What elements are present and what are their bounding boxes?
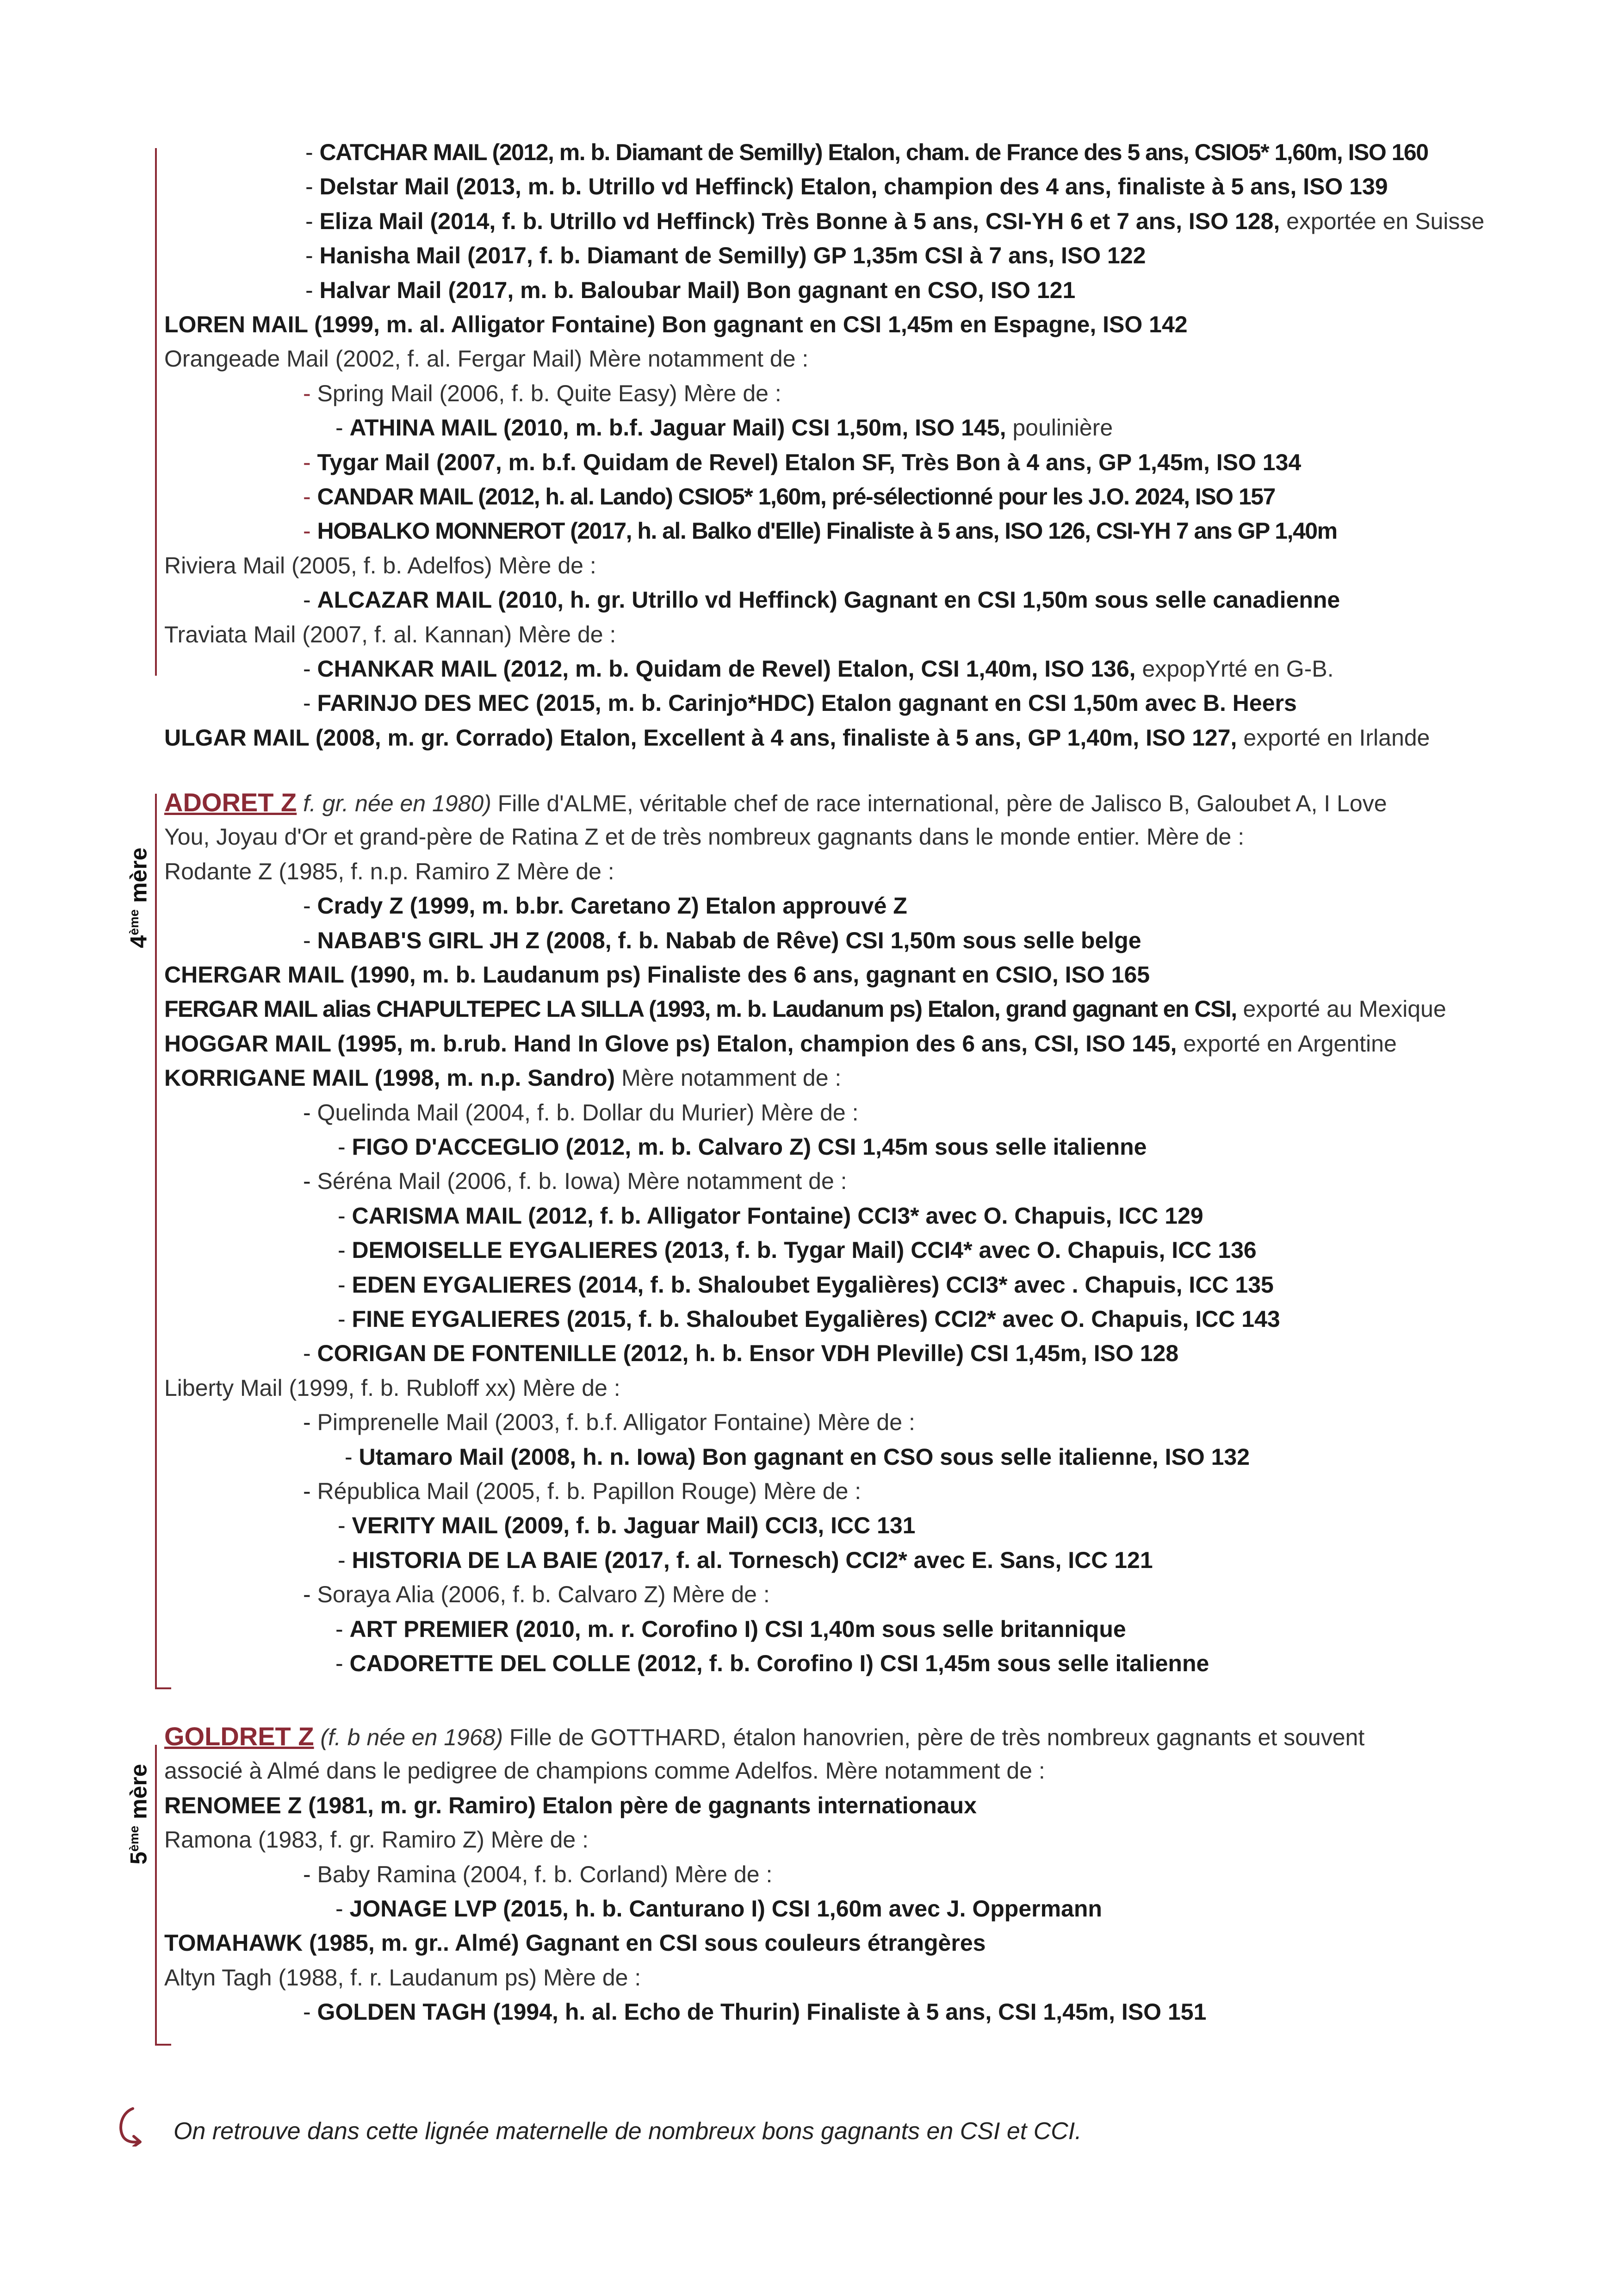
horse-entry: KORRIGANE MAIL (1998, m. n.p. Sandro) — [164, 1065, 615, 1091]
section4-bar — [155, 794, 157, 1689]
bullet-dash: - — [345, 1444, 359, 1470]
mare-description: You, Joyau d'Or et grand-père de Ratina Z et de très nombreux gagnants dans le monde entier. Mère de : — [164, 824, 1245, 850]
pedigree-line — [164, 1061, 841, 1095]
horse-note: Ramona (1983, f. gr. Ramiro Z) Mère de : — [164, 1827, 589, 1853]
pedigree-line — [305, 169, 1388, 204]
horse-entry: LOREN MAIL (1999, m. al. Alligator Fontaine) Bon gagnant en CSI 1,45m en Espagne, ISO 142 — [164, 311, 1188, 337]
section4-bar-end — [155, 1687, 171, 1689]
mare-description: Fille de GOTTHARD, étalon hanovrien, père de très nombreux gagnants et souvent — [503, 1724, 1365, 1750]
footnote: On retrouve dans cette lignée maternelle de nombreux bons gagnants en CSI et CCI. — [174, 2118, 1082, 2145]
mare-name: GOLDRET Z — [164, 1722, 314, 1751]
horse-entry: FERGAR MAIL alias CHAPULTEPEC LA SILLA (1993, m. b. Laudanum ps) Etalon, grand gagnant en CSI, — [164, 996, 1237, 1022]
pedigree-line — [335, 411, 1113, 445]
pedigree-line — [164, 548, 596, 583]
horse-note: expopYrté en G-B. — [1135, 656, 1334, 682]
bullet-dash: - — [338, 1547, 352, 1573]
horse-note: Mère notamment de : — [615, 1065, 842, 1091]
pedigree-line — [335, 1646, 1209, 1680]
mare-heading — [164, 785, 1387, 820]
bullet-dash: - — [335, 1896, 350, 1922]
pedigree-line — [303, 923, 1141, 958]
horse-note: Riviera Mail (2005, f. b. Adelfos) Mère de : — [164, 552, 596, 579]
pedigree-line — [164, 958, 1150, 992]
bullet-dash: - — [305, 139, 320, 165]
bullet-dash: - — [303, 690, 317, 716]
horse-entry: CHERGAR MAIL (1990, m. b. Laudanum ps) Finaliste des 6 ans, gagnant en CSIO, ISO 165 — [164, 962, 1150, 988]
bullet-dash: - — [303, 1581, 317, 1608]
section5-bar — [155, 1745, 157, 2046]
bullet-dash: - — [303, 1099, 317, 1126]
pedigree-line — [338, 1199, 1203, 1233]
bullet-dash: - — [303, 587, 317, 613]
pedigree-line — [303, 1857, 772, 1892]
horse-entry: Hanisha Mail (2017, f. b. Diamant de Semilly) GP 1,35m CSI à 7 ans, ISO 122 — [319, 243, 1146, 269]
pedigree-line — [164, 1788, 977, 1823]
pedigree-line — [164, 1960, 641, 1995]
pedigree-line — [338, 1508, 916, 1543]
pedigree-line — [305, 273, 1075, 307]
bullet-dash: - — [303, 380, 317, 406]
horse-note: Rodante Z (1985, f. n.p. Ramiro Z Mère de : — [164, 858, 614, 884]
horse-entry: ATHINA MAIL (2010, m. b.f. Jaguar Mail) CSI 1,50m, ISO 145, — [349, 415, 1006, 441]
horse-entry: Delstar Mail (2013, m. b. Utrillo vd Heffinck) Etalon, champion des 4 ans, finaliste à 5 ans, ISO 139 — [319, 174, 1388, 200]
horse-note: Orangeade Mail (2002, f. al. Fergar Mail) Mère notamment de : — [164, 346, 809, 372]
horse-entry: VERITY MAIL (2009, f. b. Jaguar Mail) CCI3, ICC 131 — [352, 1512, 916, 1539]
bullet-dash: - — [305, 208, 320, 234]
horse-entry: FARINJO DES MEC (2015, m. b. Carinjo*HDC) Etalon gagnant en CSI 1,50m avec B. Heers — [317, 690, 1297, 716]
horse-entry: FIGO D'ACCEGLIO (2012, m. b. Calvaro Z) CSI 1,45m sous selle italienne — [352, 1134, 1147, 1160]
pedigree-line — [303, 1474, 861, 1508]
bullet-dash: - — [335, 1616, 350, 1642]
curved-arrow-icon — [112, 2105, 149, 2147]
horse-entry: HOGGAR MAIL (1995, m. b.rub. Hand In Glove ps) Etalon, champion des 6 ans, CSI, ISO 145, — [164, 1030, 1177, 1057]
horse-entry: ULGAR MAIL (2008, m. gr. Corrado) Etalon, Excellent à 4 ans, finaliste à 5 ans, GP 1,40m, ISO 127, — [164, 724, 1237, 751]
bullet-dash: - — [303, 518, 317, 544]
pedigree-line — [303, 514, 1337, 548]
pedigree-line — [164, 1371, 620, 1405]
section4-top-bar — [155, 148, 157, 676]
horse-entry: CARISMA MAIL (2012, f. b. Alligator Fontaine) CCI3* avec O. Chapuis, ICC 129 — [352, 1202, 1203, 1229]
horse-note: Pimprenelle Mail (2003, f. b.f. Alligator Fontaine) Mère de : — [317, 1409, 915, 1436]
pedigree-line — [338, 1268, 1274, 1302]
pedigree-line — [335, 1612, 1126, 1646]
mare-birth: (f. b née en 1968) — [314, 1724, 503, 1750]
section5-label: 5ème mère — [125, 1764, 152, 1865]
bullet-dash: - — [335, 415, 350, 441]
horse-entry: CATCHAR MAIL (2012, m. b. Diamant de Semilly) Etalon, cham. de France des 5 ans, CSIO5* 1,60m, ISO 160 — [319, 139, 1428, 165]
pedigree-line — [164, 854, 614, 889]
horse-entry: DEMOISELLE EYGALIERES (2013, f. b. Tygar Mail) CCI4* avec O. Chapuis, ICC 136 — [352, 1237, 1257, 1263]
bullet-dash: - — [338, 1134, 352, 1160]
pedigree-line — [305, 238, 1146, 273]
horse-note: Quelinda Mail (2004, f. b. Dollar du Murier) Mère de : — [317, 1099, 859, 1126]
horse-note: exporté en Argentine — [1177, 1030, 1397, 1057]
horse-entry: Utamaro Mail (2008, h. n. Iowa) Bon gagnant en CSO sous selle italienne, ISO 132 — [359, 1444, 1250, 1470]
bullet-dash: - — [338, 1512, 352, 1539]
pedigree-line — [164, 721, 1430, 755]
horse-entry: Crady Z (1999, m. b.br. Caretano Z) Etalon approuvé Z — [317, 893, 907, 919]
bullet-dash: - — [338, 1237, 352, 1263]
pedigree-line — [303, 376, 781, 411]
pedigree-line — [164, 992, 1446, 1026]
bullet-dash: - — [305, 174, 320, 200]
pedigree-line — [303, 583, 1340, 617]
pedigree-line — [303, 1164, 847, 1198]
horse-entry: TOMAHAWK (1985, m. gr.. Almé) Gagnant en CSI sous couleurs étrangères — [164, 1930, 986, 1956]
bullet-dash: - — [303, 1861, 317, 1887]
horse-note: exporté en Irlande — [1237, 724, 1430, 751]
pedigree-line — [338, 1302, 1280, 1336]
bullet-dash: - — [303, 1340, 317, 1367]
pedigree-line — [335, 1892, 1102, 1926]
pedigree-line — [303, 1095, 859, 1130]
bullet-dash: - — [303, 656, 317, 682]
bullet-dash: - — [338, 1202, 352, 1229]
bullet-dash: - — [303, 1168, 317, 1195]
mare-description: Fille d'ALME, véritable chef de race international, père de Jalisco B, Galoubet A, I Love — [491, 790, 1387, 816]
horse-note: Républica Mail (2005, f. b. Papillon Rouge) Mère de : — [317, 1478, 862, 1504]
bullet-dash: - — [338, 1306, 352, 1332]
pedigree-line — [338, 1543, 1153, 1577]
pedigree-line — [164, 1823, 589, 1857]
pedigree-line — [303, 445, 1301, 479]
horse-note: Baby Ramina (2004, f. b. Corland) Mère de : — [317, 1861, 773, 1887]
bullet-dash: - — [303, 927, 317, 953]
section4-label: 4ème mère — [125, 847, 152, 948]
horse-note: Liberty Mail (1999, f. b. Rubloff xx) Mère de : — [164, 1375, 620, 1401]
horse-entry: ART PREMIER (2010, m. r. Corofino I) CSI 1,40m sous selle britannique — [349, 1616, 1126, 1642]
pedigree-line — [338, 1233, 1257, 1267]
horse-entry: JONAGE LVP (2015, h. b. Canturano I) CSI 1,60m avec J. Oppermann — [349, 1896, 1102, 1922]
pedigree-line — [345, 1440, 1250, 1474]
bullet-dash: - — [305, 243, 320, 269]
horse-entry: HOBALKO MONNEROT (2017, h. al. Balko d'Elle) Finaliste à 5 ans, ISO 126, CSI-YH 7 ans GP 1,40m — [317, 518, 1337, 544]
horse-entry: CHANKAR MAIL (2012, m. b. Quidam de Revel) Etalon, CSI 1,40m, ISO 136, — [317, 656, 1136, 682]
pedigree-line — [338, 1130, 1147, 1164]
pedigree-line — [303, 889, 907, 923]
mare-heading — [164, 1719, 1364, 1754]
section5-bar-end — [155, 2044, 171, 2046]
horse-entry: Halvar Mail (2017, m. b. Baloubar Mail) Bon gagnant en CSO, ISO 121 — [319, 277, 1076, 303]
horse-entry: GOLDEN TAGH (1994, h. al. Echo de Thurin) Finaliste à 5 ans, CSI 1,45m, ISO 151 — [317, 1999, 1207, 2025]
horse-note: exporté au Mexique — [1236, 996, 1446, 1022]
horse-note: Spring Mail (2006, f. b. Quite Easy) Mère de : — [317, 380, 781, 406]
pedigree-line — [164, 617, 616, 652]
horse-note: Altyn Tagh (1988, f. r. Laudanum ps) Mère de : — [164, 1964, 641, 1991]
pedigree-line — [164, 1027, 1397, 1061]
horse-entry: NABAB'S GIRL JH Z (2008, f. b. Nabab de Rêve) CSI 1,50m sous selle belge — [317, 927, 1141, 953]
horse-note: Séréna Mail (2006, f. b. Iowa) Mère notamment de : — [317, 1168, 847, 1195]
horse-entry: ALCAZAR MAIL (2010, h. gr. Utrillo vd Heffinck) Gagnant en CSI 1,50m sous selle canadienne — [317, 587, 1340, 613]
bullet-dash: - — [303, 1409, 317, 1436]
pedigree-line — [303, 1995, 1206, 2029]
horse-entry: Tygar Mail (2007, m. b.f. Quidam de Revel) Etalon SF, Très Bon à 4 ans, GP 1,45m, ISO 134 — [317, 449, 1302, 475]
horse-entry: RENOMEE Z (1981, m. gr. Ramiro) Etalon père de gagnants internationaux — [164, 1792, 977, 1818]
horse-entry: Eliza Mail (2014, f. b. Utrillo vd Heffinck) Très Bonne à 5 ans, CSI-YH 6 et 7 ans, ISO 128, — [319, 208, 1280, 234]
pedigree-line — [164, 342, 808, 376]
pedigree-line — [303, 1577, 770, 1612]
horse-note: Soraya Alia (2006, f. b. Calvaro Z) Mère de : — [317, 1581, 770, 1608]
pedigree-line — [305, 135, 1428, 169]
pedigree-line — [303, 1336, 1178, 1370]
pedigree-line — [303, 652, 1334, 686]
mare-birth: f. gr. née en 1980) — [297, 790, 491, 816]
bullet-dash: - — [305, 277, 320, 303]
mare-description: associé à Almé dans le pedigree de champions comme Adelfos. Mère notamment de : — [164, 1758, 1045, 1784]
pedigree-line — [303, 479, 1275, 514]
horse-entry: HISTORIA DE LA BAIE (2017, f. al. Tornesch) CCI2* avec E. Sans, ICC 121 — [352, 1547, 1153, 1573]
bullet-dash: - — [335, 1650, 350, 1676]
pedigree-line — [303, 686, 1297, 720]
horse-note: exportée en Suisse — [1280, 208, 1485, 234]
bullet-dash: - — [303, 449, 317, 475]
bullet-dash: - — [303, 484, 317, 510]
horse-entry: CADORETTE DEL COLLE (2012, f. b. Corofino I) CSI 1,45m sous selle italienne — [349, 1650, 1209, 1676]
bullet-dash: - — [303, 1478, 317, 1504]
pedigree-line — [164, 307, 1188, 342]
horse-entry: CANDAR MAIL (2012, h. al. Lando) CSIO5* 1,60m, pré-sélectionné pour les J.O. 2024, ISO 157 — [317, 484, 1275, 510]
mare-name: ADORET Z — [164, 788, 297, 817]
pedigree-line — [303, 1405, 915, 1439]
horse-entry: FINE EYGALIERES (2015, f. b. Shaloubet Eygalières) CCI2* avec O. Chapuis, ICC 143 — [352, 1306, 1280, 1332]
pedigree-line — [164, 1926, 986, 1960]
horse-entry: CORIGAN DE FONTENILLE (2012, h. b. Ensor VDH Pleville) CSI 1,45m, ISO 128 — [317, 1340, 1179, 1367]
pedigree-line — [305, 204, 1484, 238]
horse-note: poulinière — [1006, 415, 1113, 441]
bullet-dash: - — [338, 1271, 352, 1298]
bullet-dash: - — [303, 893, 317, 919]
bullet-dash: - — [303, 1999, 317, 2025]
horse-entry: EDEN EYGALIERES (2014, f. b. Shaloubet Eygalières) CCI3* avec . Chapuis, ICC 135 — [352, 1271, 1274, 1298]
horse-note: Traviata Mail (2007, f. al. Kannan) Mère de : — [164, 621, 616, 647]
